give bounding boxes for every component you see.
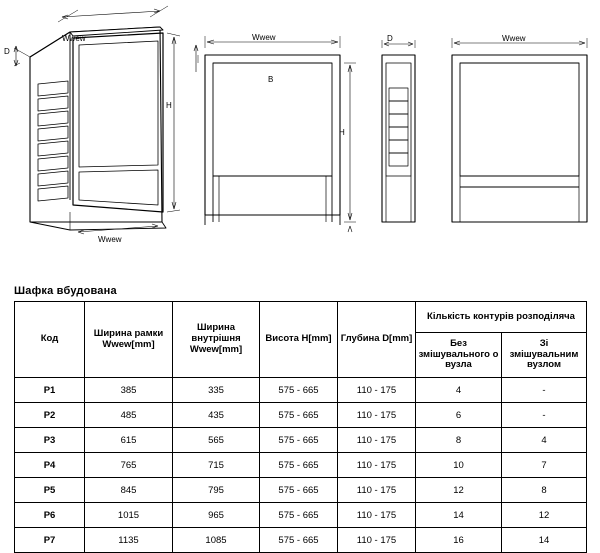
table-row xyxy=(15,378,587,403)
cell-inner-width: 565 xyxy=(173,428,260,453)
drawing-svg xyxy=(0,0,600,275)
cell-circuits-with: - xyxy=(502,378,587,403)
table-row xyxy=(15,428,587,453)
table-header-row-1 xyxy=(15,302,587,333)
cell-inner-width: 795 xyxy=(173,478,260,503)
right-view xyxy=(452,38,587,222)
cell-height: 575 - 665 xyxy=(260,503,338,528)
cell-inner-width: 1085 xyxy=(173,528,260,553)
cell-circuits-with: 7 xyxy=(502,453,587,478)
cell-code: Р7 xyxy=(15,528,85,553)
cell-inner-width: 435 xyxy=(173,403,260,428)
cell-inner-width: 335 xyxy=(173,378,260,403)
th-circuits-group: Кількість контурів розподіляча xyxy=(416,302,587,333)
cell-circuits-without: 6 xyxy=(416,403,502,428)
cell-code: Р2 xyxy=(15,403,85,428)
cell-circuits-without: 12 xyxy=(416,478,502,503)
label-front-h: H xyxy=(339,128,345,137)
cell-circuits-with: 4 xyxy=(502,428,587,453)
technical-drawing xyxy=(0,0,600,275)
side-view xyxy=(382,40,415,222)
cell-inner-width: 965 xyxy=(173,503,260,528)
cell-code: Р5 xyxy=(15,478,85,503)
cell-frame-width: 845 xyxy=(85,478,173,503)
cell-code: Р1 xyxy=(15,378,85,403)
th-frame-width: Ширина рамки Wwew[mm] xyxy=(85,302,173,378)
cell-circuits-with: 12 xyxy=(502,503,587,528)
label-front-w: Wwew xyxy=(252,33,276,42)
cell-depth: 110 - 175 xyxy=(338,453,416,478)
cell-code: Р6 xyxy=(15,503,85,528)
cell-height: 575 - 665 xyxy=(260,528,338,553)
th-circuits-with: Зі змішувальним вузлом xyxy=(502,333,587,378)
front-view xyxy=(194,36,356,232)
table-head xyxy=(15,302,587,378)
table-row xyxy=(15,503,587,528)
cell-frame-width: 385 xyxy=(85,378,173,403)
cell-height: 575 - 665 xyxy=(260,478,338,503)
label-iso-w-top: Wwew xyxy=(62,34,86,43)
th-circuits-without: Без змішувального о вузла xyxy=(416,333,502,378)
cell-depth: 110 - 175 xyxy=(338,378,416,403)
cell-frame-width: 765 xyxy=(85,453,173,478)
cell-circuits-without: 10 xyxy=(416,453,502,478)
table-caption: Шафка вбудована xyxy=(14,285,117,297)
cell-depth: 110 - 175 xyxy=(338,478,416,503)
cell-code: Р4 xyxy=(15,453,85,478)
cell-depth: 110 - 175 xyxy=(338,503,416,528)
table-row xyxy=(15,478,587,503)
label-side-d: D xyxy=(387,34,393,43)
isometric-view xyxy=(14,6,180,234)
label-iso-w-bottom: Wwew xyxy=(98,235,122,244)
cell-depth: 110 - 175 xyxy=(338,528,416,553)
cell-height: 575 - 665 xyxy=(260,403,338,428)
cell-height: 575 - 665 xyxy=(260,378,338,403)
label-iso-h: H xyxy=(166,101,172,110)
table-row xyxy=(15,403,587,428)
cell-frame-width: 1135 xyxy=(85,528,173,553)
cell-inner-width: 715 xyxy=(173,453,260,478)
th-code: Код xyxy=(15,302,85,378)
cell-depth: 110 - 175 xyxy=(338,403,416,428)
table-row xyxy=(15,528,587,553)
label-right-w: Wwew xyxy=(502,34,526,43)
cell-frame-width: 1015 xyxy=(85,503,173,528)
th-depth: Глубина D[mm] xyxy=(338,302,416,378)
cell-frame-width: 485 xyxy=(85,403,173,428)
cell-circuits-without: 14 xyxy=(416,503,502,528)
cell-circuits-without: 16 xyxy=(416,528,502,553)
cell-height: 575 - 665 xyxy=(260,453,338,478)
label-iso-d: D xyxy=(4,47,10,56)
cell-circuits-with: - xyxy=(502,403,587,428)
th-height: Висота H[mm] xyxy=(260,302,338,378)
cell-circuits-with: 14 xyxy=(502,528,587,553)
cell-circuits-with: 8 xyxy=(502,478,587,503)
cell-circuits-without: 4 xyxy=(416,378,502,403)
table-body xyxy=(15,378,587,553)
cell-depth: 110 - 175 xyxy=(338,428,416,453)
cell-height: 575 - 665 xyxy=(260,428,338,453)
specification-table xyxy=(14,301,587,553)
cell-circuits-without: 8 xyxy=(416,428,502,453)
cell-code: Р3 xyxy=(15,428,85,453)
table-row xyxy=(15,453,587,478)
th-inner-width: Ширина внутрішня Wwew[mm] xyxy=(173,302,260,378)
spec-table-area xyxy=(14,285,586,553)
cell-frame-width: 615 xyxy=(85,428,173,453)
label-front-b: В xyxy=(268,75,274,84)
